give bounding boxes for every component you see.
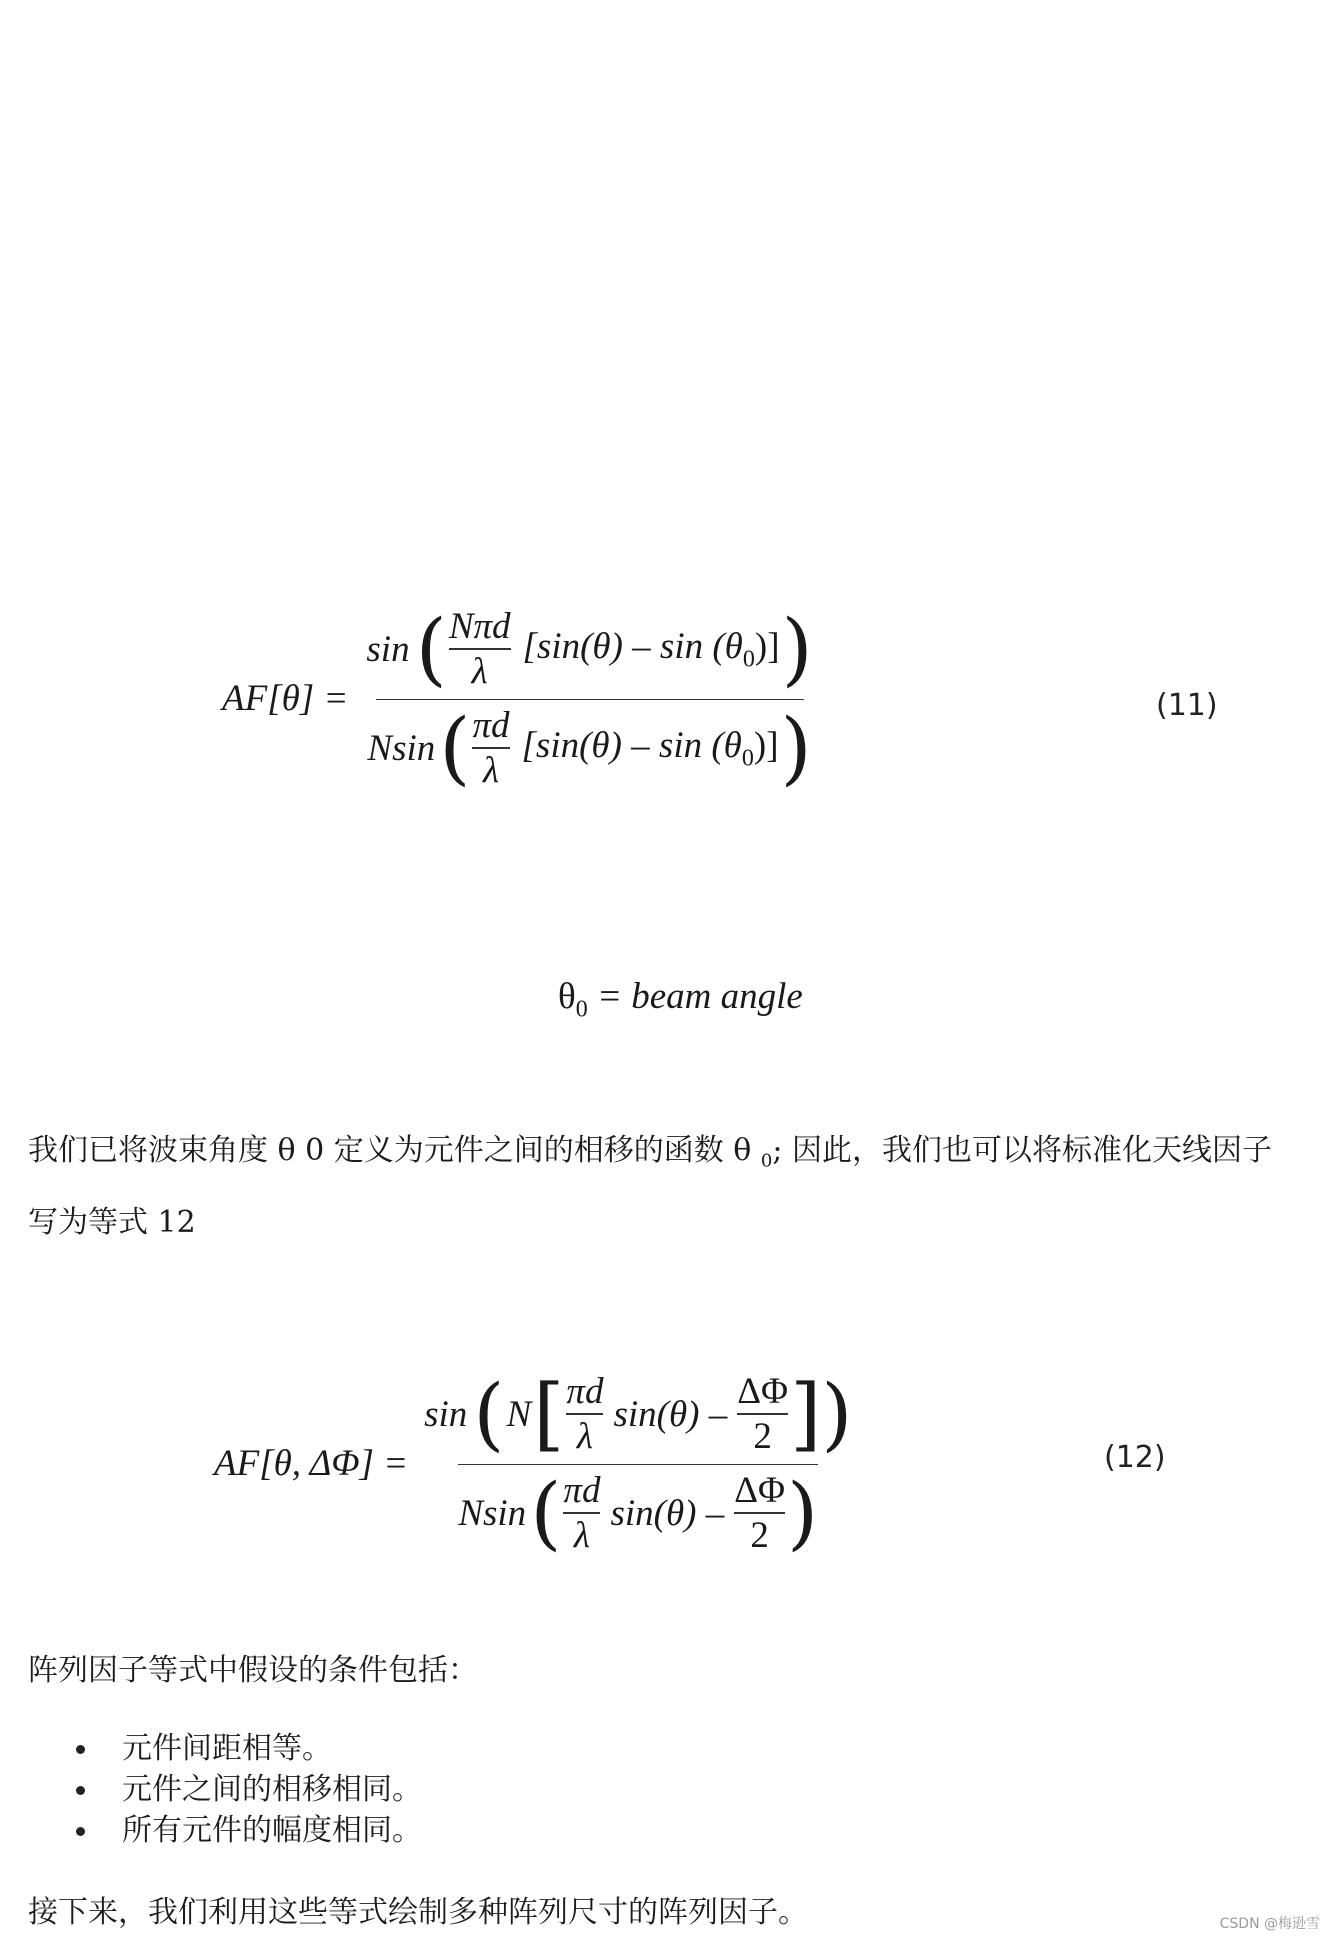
eq12-num-frac-bot: λ xyxy=(576,1416,593,1457)
eq12-num-lparen: ( xyxy=(473,1367,505,1460)
paragraph-2: 阵列因子等式中假设的条件包括： xyxy=(28,1653,478,1688)
list-item-text: 元件之间的相移相同。 xyxy=(122,1772,422,1807)
eq12-lhs: AF[θ, ΔΦ] = xyxy=(214,1443,409,1484)
eq11-num-bracket: [sin(θ) – sin (θ xyxy=(522,625,743,667)
beam-angle-text: = beam angle xyxy=(587,976,803,1017)
list-item-text: 所有元件的幅度相同。 xyxy=(122,1813,422,1848)
paragraph-1-text-a: 我们已将波束角度 θ 0 定义为元件之间的相移的函数 θ xyxy=(28,1133,761,1168)
eq12-den-dphi-top: ΔΦ xyxy=(734,1470,786,1511)
eq11-den-frac-bot: λ xyxy=(482,750,500,791)
eq11-lhs: AF[θ] = xyxy=(222,678,349,719)
eq11-den-close: )] xyxy=(753,724,779,766)
eq12-den-inner-frac xyxy=(563,1469,600,1557)
eq12-num-rparen: ) xyxy=(821,1367,853,1460)
eq12-den-rparen: ) xyxy=(787,1466,819,1559)
eq11-den-rparen: ) xyxy=(780,701,812,794)
eq11-numerator xyxy=(362,602,816,699)
eq12-num-rbracket: ] xyxy=(790,1367,822,1460)
eq12-den-sin: Nsin xyxy=(458,1492,527,1534)
eq12-num-dphi-bot: 2 xyxy=(753,1416,772,1457)
eq11-num-inner-frac xyxy=(449,605,511,693)
eq12-den-dphi-frac xyxy=(734,1469,785,1557)
eq12-denominator xyxy=(458,1465,818,1557)
eq11-den-bracket: [sin(θ) – sin (θ xyxy=(521,724,742,766)
equation-number-12: (12) xyxy=(1104,1440,1166,1475)
bullet-icon xyxy=(76,1745,85,1754)
bullet-icon xyxy=(76,1786,85,1795)
paragraph-1-sub: 0 xyxy=(760,1150,773,1172)
eq12-num-frac-top: πd xyxy=(566,1371,604,1412)
eq12-den-frac-top: πd xyxy=(563,1470,601,1511)
paragraph-3: 接下来，我们利用这些等式绘制多种阵列尺寸的阵列因子。 xyxy=(28,1895,808,1930)
eq11-den-lparen: ( xyxy=(439,701,471,794)
eq12-num-dphi-frac xyxy=(737,1370,788,1458)
eq12-num-mid: sin(θ) – xyxy=(613,1393,728,1435)
eq11-num-lparen: ( xyxy=(415,602,447,695)
eq11-num-sin: sin xyxy=(366,628,410,670)
eq11-denominator xyxy=(367,700,811,792)
beam-angle-theta: θ xyxy=(558,976,576,1017)
eq12-den-dphi-bot: 2 xyxy=(750,1515,769,1556)
bullet-icon xyxy=(76,1827,85,1836)
eq11-num-frac-top: Nπd xyxy=(448,606,511,647)
eq11-num-frac-bot: λ xyxy=(471,651,488,692)
eq12-num-lbracket: [ xyxy=(533,1367,565,1460)
paragraph-1-line-2: 写为等式 12 xyxy=(28,1205,196,1241)
eq12-fraction xyxy=(420,1367,856,1559)
eq11-num-sub: 0 xyxy=(742,646,755,673)
equation-number-11: (11) xyxy=(1156,688,1218,723)
watermark: CSDN @梅逊雪 xyxy=(1219,1916,1320,1932)
eq12-num-N: N xyxy=(506,1393,532,1435)
beam-angle-sub: 0 xyxy=(575,996,588,1023)
equation-11 xyxy=(222,602,817,794)
eq12-den-lparen: ( xyxy=(530,1466,562,1559)
eq12-num-sin: sin xyxy=(424,1393,468,1435)
eq11-num-close: )] xyxy=(754,625,780,667)
eq11-den-inner-frac xyxy=(472,704,509,792)
equation-12 xyxy=(214,1367,857,1559)
eq12-den-frac-bot: λ xyxy=(573,1515,590,1556)
eq11-den-sin: Nsin xyxy=(367,727,436,769)
eq12-den-mid: sin(θ) – xyxy=(610,1492,725,1534)
eq12-num-dphi-top: ΔΦ xyxy=(737,1371,789,1412)
list-item-text: 元件间距相等。 xyxy=(122,1731,332,1766)
paragraph-1-text-b: ; 因此，我们也可以将标准化天线因子 xyxy=(772,1133,1272,1168)
eq12-num-inner-frac xyxy=(566,1370,603,1458)
eq11-num-rparen: ) xyxy=(781,602,813,695)
eq11-den-frac-top: πd xyxy=(472,705,510,746)
paragraph-1 xyxy=(28,1120,1328,1254)
beam-angle-definition xyxy=(558,975,803,1023)
paragraph-1-line-1 xyxy=(28,1120,1328,1192)
eq11-den-sub: 0 xyxy=(741,745,754,772)
eq12-numerator xyxy=(420,1367,856,1464)
eq11-fraction xyxy=(362,602,816,794)
